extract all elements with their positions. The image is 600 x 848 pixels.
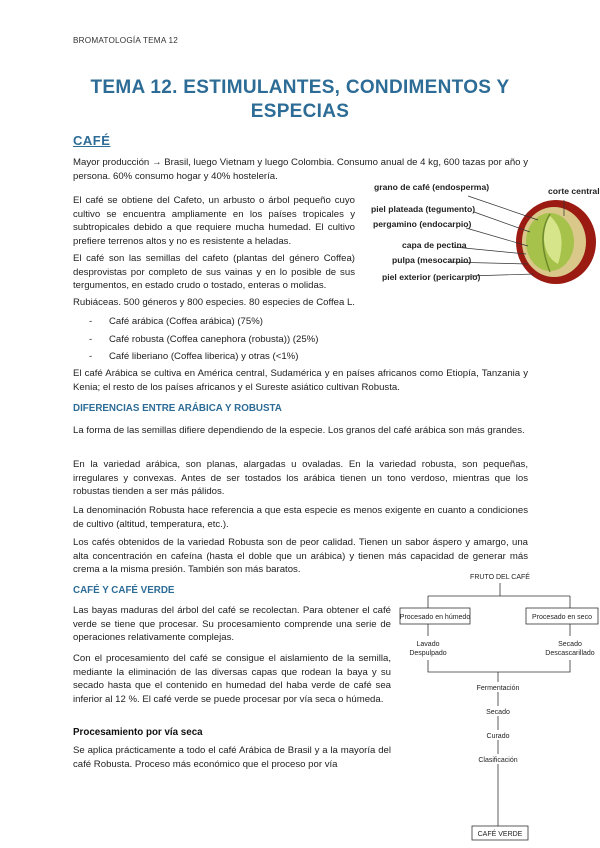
- paragraph-forma: La forma de las semillas difiere dependiendo de la especie. Los granos del café arábica son más grandes.: [73, 425, 525, 436]
- running-header: BROMATOLOGÍA TEMA 12: [73, 36, 179, 45]
- label-pectina: capa de pectina: [402, 240, 467, 250]
- flow-right-box-label: Procesado en seco: [532, 614, 592, 621]
- label-corte: corte central: [548, 186, 600, 196]
- page-title: [60, 76, 540, 125]
- flow-left-box-label: Procesado en húmedo: [399, 614, 471, 621]
- flow-left-step-2: Despulpado: [409, 650, 447, 657]
- paragraph-cultivo: El café Arábica se cultiva en América central, Sudamérica y en países africanos como Etiopía, Tanzania y Kenia; el resto de los países africanos y el Sureste asiático cultivan Robusta.: [73, 368, 528, 393]
- paragraph-variedad: En la variedad arábica, son planas, alargadas u ovaladas. En la variedad robusta, son pequeñas, irregulares y convexas. Antes de ser tostados los arábica tienen un tono verdoso, mientras que los robustas tienden a ser más pálidos.: [73, 459, 528, 498]
- paragraph-rubiaceas: Rubiáceas. 500 géneros y 800 especies. 80 especies de Coffea L.: [73, 297, 355, 308]
- section-heading-via-seca: Procesamiento por vía seca: [73, 727, 203, 738]
- paragraph-bayas: Las bayas maduras del árbol del café se recolectan. Para obtener el café verde se tiene que procesar. Su procesamiento comprende una serie de operaciones relativamente complejas.: [73, 605, 391, 644]
- flow-step-secado: Secado: [486, 709, 510, 716]
- flow-left-step-1: Lavado: [416, 641, 440, 648]
- section-heading-cafe-verde: CAFÉ Y CAFÉ VERDE: [73, 585, 175, 596]
- title-line-2: ESPECIAS: [250, 101, 350, 123]
- flow-right-step-2: Descascarillado: [545, 650, 595, 657]
- paragraph-cafeto: El café se obtiene del Cafeto, un arbusto o árbol pequeño cuyo cultivo se encuentra ampliamente en los países tropicales y subtropicales debido a que requiere mucha humedad. El cultivo prefiere terrenos altos y no es resistente a heladas.: [73, 195, 355, 247]
- flow-right-step-1: Secado: [558, 641, 582, 648]
- list-item: - Café robusta (Coffea canephora (robusta)) (25%): [73, 333, 528, 347]
- flow-step-curado: Curado: [486, 733, 510, 740]
- title-line-1: TEMA 12. ESTIMULANTES, CONDIMENTOS Y: [90, 77, 510, 98]
- flow-top-label: FRUTO DEL CAFÉ: [470, 574, 530, 581]
- label-pulpa: pulpa (mesocarpio): [392, 255, 472, 265]
- flow-step-clasificacion: Clasificación: [478, 757, 518, 764]
- section-heading-cafe: CAFÉ: [73, 133, 111, 148]
- coffee-cherry-diagram: [368, 176, 600, 288]
- cherry-illustration: [516, 200, 596, 284]
- list-item: - Café arábica (Coffea arábica) (75%): [73, 315, 528, 329]
- section-heading-diferencias: DIFERENCIAS ENTRE ARÁBICA Y ROBUSTA: [73, 403, 282, 414]
- paragraph-denominacion: La denominación Robusta hace referencia a que esta especie es menos exigente en cuanto a condiciones de cultivo (altitud, temperatura, etc.).: [73, 505, 528, 530]
- paragraph-procesamiento: Con el procesamiento del café se consigue el aislamiento de la semilla, mediante la eliminación de las diversas capas que rodean la baya y su secado hasta que el contenido en humedad del haba verde de café sea inferior al 12 %. El café verde se puede procesar por vía seca o húmeda.: [73, 653, 391, 705]
- label-grano: grano de café (endosperma): [374, 182, 490, 192]
- label-exterior: piel exterior (pericarpio): [382, 272, 481, 282]
- processing-flowchart: [398, 568, 600, 848]
- flow-step-fermentacion: Fermentación: [476, 685, 520, 692]
- paragraph-via-seca: Se aplica prácticamente a todo el café Arábica de Brasil y a la mayoría del café Robusta. Proceso más económico que el proceso por vía: [73, 745, 391, 770]
- species-list: [73, 315, 528, 368]
- label-plateada: piel plateada (tegumento): [371, 204, 476, 214]
- paragraph-semillas: El café son las semillas del cafeto (plantas del género Coffea) desprovistas por completo de sus vainas y en lo posible de sus tergumentos, en estado crudo o tostado, enteras o molidas.: [73, 253, 355, 292]
- flow-bottom-label: CAFÉ VERDE: [477, 831, 523, 838]
- list-item: - Café liberiano (Coffea liberica) y otras (<1%): [73, 350, 528, 364]
- paragraph-produccion: Mayor producción → Brasil, luego Vietnam y luego Colombia. Consumo anual de 4 kg, 600 tazas por año y persona. 60% consumo hogar y 40% hostelería.: [73, 157, 528, 182]
- label-pergamino: pergamino (endocarpio): [373, 219, 472, 229]
- paragraph-calidad: Los cafés obtenidos de la variedad Robusta son de peor calidad. Tienen un sabor áspero y amargo, una alta concentración en cafeína (hasta el doble que un arábica) y tienen más capacidad de generar más crema a la misma presión. También son más baratos.: [73, 537, 528, 576]
